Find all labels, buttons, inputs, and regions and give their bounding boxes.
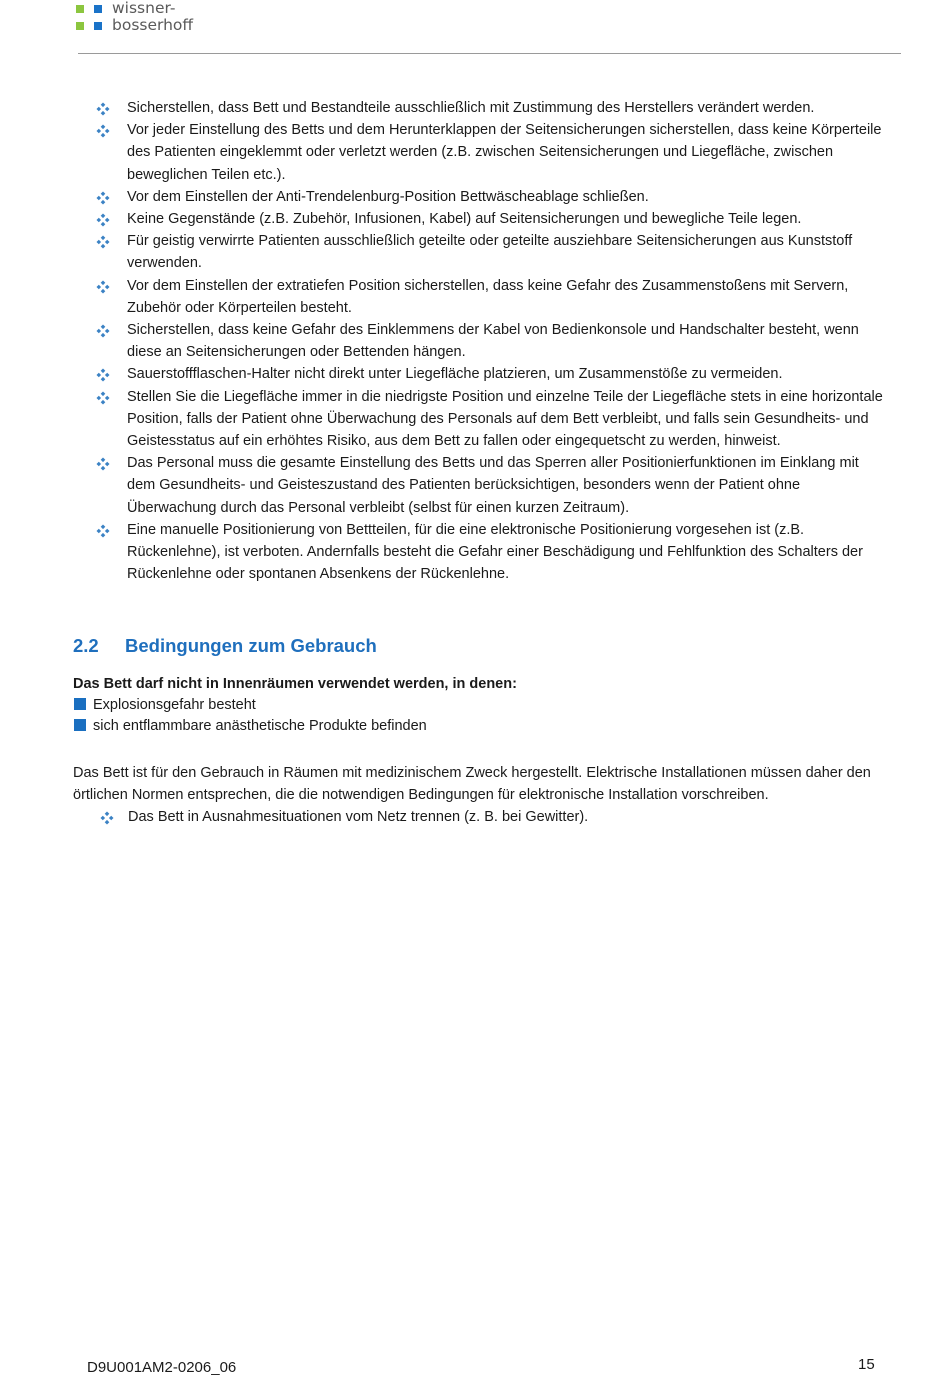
warning-text: Sauerstoffflaschen-Halter nicht direkt unter Liegefläche platzieren, um Zusammenstöße zu vermeiden. [127, 366, 783, 383]
warning-text: Sicherstellen, dass keine Gefahr des Einklemmens der Kabel von Bedienkonsole und Handschalter besteht, wenn diese an Seitensicherungen oder Bettenden hängen. [127, 322, 859, 361]
warning-item [73, 186, 883, 208]
warning-text: Sicherstellen, dass Bett und Bestandteile ausschließlich mit Zustimmung des Herstellers verändert werden. [127, 100, 815, 116]
warning-item [73, 208, 883, 230]
warning-item [73, 275, 883, 319]
note-item [73, 806, 883, 828]
diamond-bullet-icon [96, 280, 110, 294]
section-heading [73, 635, 883, 665]
warning-item [73, 97, 883, 119]
warning-text: Vor dem Einstellen der Anti-Trendelenburg-Position Bettwäscheablage schließen. [127, 188, 649, 205]
logo-text-line1: wissner- [112, 0, 176, 17]
square-bullet-icon [74, 698, 86, 710]
diamond-bullet-icon [96, 391, 110, 405]
installation-paragraph: Das Bett ist für den Gebrauch in Räumen mit medizinischem Zweck hergestellt. Elektrische Installationen müssen daher den örtlichen Normen entsprechen, die die notwendigen Bedingungen für elektronische Installation vorschreiben. [73, 765, 871, 803]
diamond-bullet-icon [96, 191, 110, 205]
warning-item [73, 230, 883, 274]
diamond-bullet-icon [96, 102, 110, 116]
warning-text: Das Personal muss die gesamte Einstellung des Betts und das Sperren aller Positionierfunktionen im Einklang mit dem Gesundheits- und Geisteszustand des Patienten berücksichtigen, besonders wenn der Patient ohne Überwachung durch das Personal verbleibt (selbst für einen kurzen Zeitraum). [127, 455, 859, 516]
warning-item [73, 119, 883, 186]
conditions-intro: Das Bett darf nicht in Innenräumen verwendet werden, in denen: [73, 676, 517, 693]
document-id: D9U001AM2-0206_06 [87, 1359, 237, 1376]
warning-item [73, 519, 883, 586]
logo-square-green-top [76, 5, 84, 13]
condition-item [73, 695, 883, 716]
diamond-bullet-icon [96, 324, 110, 338]
condition-text: sich entflammbare anästhetische Produkte befinden [93, 718, 427, 735]
diamond-bullet-icon [96, 368, 110, 382]
logo-square-blue-bottom [94, 22, 102, 30]
condition-text: Explosionsgefahr besteht [93, 697, 256, 714]
page-number: 15 [858, 1356, 875, 1373]
warning-text: Für geistig verwirrte Patienten ausschließlich geteilte oder geteilte ausziehbare Seitensicherungen aus Kunststoff verwenden. [127, 233, 853, 272]
warning-item [73, 363, 883, 385]
logo-text-line2: bosserhoff [112, 16, 194, 34]
safety-warning-list [73, 97, 883, 585]
warning-item [73, 452, 883, 519]
warning-text: Stellen Sie die Liegefläche immer in die niedrigste Position und einzelne Teile der Liegefläche stets in eine horizontale Position, falls der Patient ohne Überwachung des Personals auf dem Bett verbleibt, und falls sein Gesundheits- und Geistesstatus auf ein erhöhtes Risiko, aus dem Bett zu fallen oder eingequetscht zu werden, hinweist. [127, 388, 883, 450]
page-content [73, 97, 883, 828]
diamond-bullet-icon [100, 811, 114, 825]
warning-text: Vor jeder Einstellung des Betts und dem Herunterklappen der Seitensicherungen sicherstellen, dass keine Körperteile des Patienten eingeklemmt oder verletzt werden (z.B. zwischen Seitensicherungen und Liegefläche, zwischen beweglichen Teilen etc.). [127, 122, 882, 183]
warning-item [73, 386, 883, 453]
note-text: Das Bett in Ausnahmesituationen vom Netz trennen (z. B. bei Gewitter). [128, 809, 589, 826]
section-title: Bedingungen zum Gebrauch [125, 635, 377, 657]
condition-item [73, 716, 883, 737]
warning-text: Eine manuelle Positionierung von Bettteilen, für die eine elektronische Positionierung vorgesehen ist (z.B. Rückenlehne), ist verboten. Andernfalls besteht die Gefahr einer Beschädigung und Fehlfunktion des Schalters der Rückenlehne oder spontanen Absenkens der Rückenlehne. [127, 521, 863, 583]
diamond-bullet-icon [96, 524, 110, 538]
header-divider [78, 53, 901, 54]
diamond-bullet-icon [96, 213, 110, 227]
diamond-bullet-icon [96, 235, 110, 249]
logo-square-blue-top [94, 5, 102, 13]
warning-text: Keine Gegenstände (z.B. Zubehör, Infusionen, Kabel) auf Seitensicherungen und bewegliche Teile legen. [127, 211, 802, 228]
diamond-bullet-icon [96, 457, 110, 471]
note-list [73, 806, 883, 828]
square-bullet-icon [74, 719, 86, 731]
warning-item [73, 319, 883, 363]
section-number: 2.2 [73, 635, 99, 657]
logo-square-green-bottom [76, 22, 84, 30]
warning-text: Vor dem Einstellen der extratiefen Position sicherstellen, dass keine Gefahr des Zusammenstoßens mit Servern, Zubehör oder Körperteilen besteht. [127, 277, 849, 316]
diamond-bullet-icon [96, 124, 110, 138]
conditions-list [73, 695, 883, 737]
